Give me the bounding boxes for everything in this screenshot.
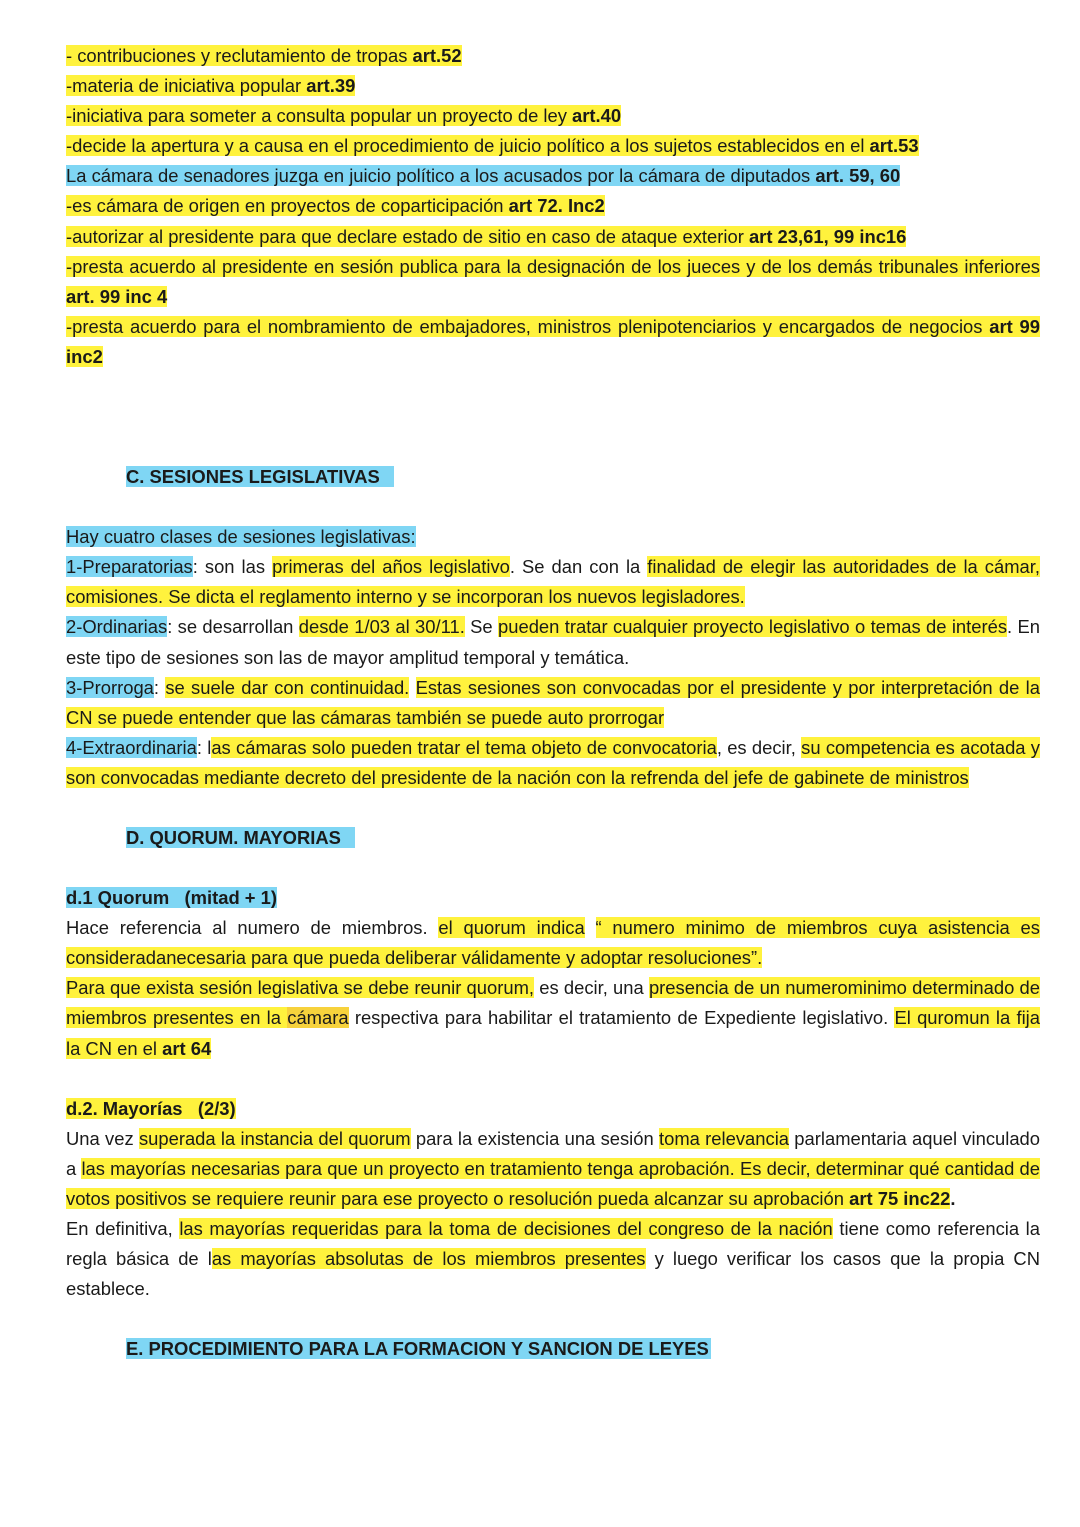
list-item: -presta acuerdo al presidente en sesión publica para la designación de los jueces y de los demás tribunales inferiores art. 99 inc 4 xyxy=(66,255,1040,307)
session-extraordinaria: 4-Extraordinaria: las cámaras solo pueden tratar el tema objeto de convocatoria, es decir, su competencia es acotada y son convocadas mediante decreto del presidente de la nación con la refrenda del jefe de gabinete de ministros xyxy=(66,736,1041,788)
section-c-intro: Hay cuatro clases de sesiones legislativas: xyxy=(66,526,416,548)
section-d-heading: D. QUORUM. MAYORIAS xyxy=(66,823,1040,853)
mayorias-paragraph-2: En definitiva, las mayorías requeridas para la toma de decisiones del congreso de la nación tiene como referencia la regla básica de las mayorías absolutas de los miembros presentes y luego verificar los casos que la propia CN establece. xyxy=(66,1218,1040,1300)
subsection-d2-heading: d.2. Mayorías (2/3) xyxy=(66,1097,236,1119)
top-list xyxy=(66,41,1040,372)
list-item: -es cámara de origen en proyectos de coparticipación art 72. Inc2 xyxy=(66,195,605,217)
list-item: - contribuciones y reclutamiento de tropas art.52 xyxy=(66,45,462,66)
mayorias-paragraph-1: Una vez superada la instancia del quorum para la existencia una sesión toma relevancia parlamentaria aquel vinculado a las mayorías necesarias para que un proyecto en tratamiento tenga aprobación. Es decir, determinar qué cantidad de votos positivos se requiere reunir para ese proyecto o resolución pueda alcanzar su aprobación art 75 inc22. xyxy=(66,1127,1041,1209)
list-item: -iniciativa para someter a consulta popular un proyecto de ley art.40 xyxy=(66,105,622,127)
section-c-heading: C. SESIONES LEGISLATIVAS xyxy=(66,462,1040,492)
list-item: La cámara de senadores juzga en juicio político a los acusados por la cámara de diputados art. 59, 60 xyxy=(66,165,901,187)
subsection-d1-heading: d.1 Quorum (mitad + 1) xyxy=(66,887,278,909)
quorum-paragraph-2: Para que exista sesión legislativa se debe reunir quorum, es decir, una presencia de un numerominimo determinado de miembros presentes en la cámara respectiva para habilitar el tratamiento de Expediente legislativo. El quromun la fija la CN en el art 64 xyxy=(66,977,1040,1059)
list-item: -autorizar al presidente para que declare estado de sitio en caso de ataque exterior art 23,61, 99 inc16 xyxy=(66,225,907,247)
list-item: -presta acuerdo para el nombramiento de embajadores, ministros plenipotenciarios y encargados de negocios art 99 inc2 xyxy=(66,315,1041,367)
section-e-heading: E. PROCEDIMIENTO PARA LA FORMACION Y SANCION DE LEYES xyxy=(126,1338,709,1360)
document-page xyxy=(66,41,1040,1364)
quorum-paragraph-1: Hace referencia al numero de miembros. el quorum indica “ numero minimo de miembros cuya asistencia es consideradanecesaria para que pueda deliberar válidamente y adoptar resoluciones”. xyxy=(66,917,1040,969)
session-preparatorias: 1-Preparatorias: son las primeras del años legislativo. Se dan con la finalidad de elegir las autoridades de la cámar, comisiones. Se dicta el reglamento interno y se incorporan los nuevos legisladores. xyxy=(66,556,1040,608)
list-item: -materia de iniciativa popular art.39 xyxy=(66,75,356,97)
list-item: -decide la apertura y a causa en el procedimiento de juicio político a los sujetos establecidos en el art.53 xyxy=(66,135,919,157)
session-prorroga: 3-Prorroga: se suele dar con continuidad. Estas sesiones son convocadas por el presidente y por interpretación de la CN se puede entender que las cámaras también se puede auto prorrogar xyxy=(66,676,1040,728)
session-ordinarias: 2-Ordinarias: se desarrollan desde 1/03 al 30/11. Se pueden tratar cualquier proyecto legislativo o temas de interés. En este tipo de sesiones son las de mayor amplitud temporal y temática. xyxy=(66,616,1040,668)
